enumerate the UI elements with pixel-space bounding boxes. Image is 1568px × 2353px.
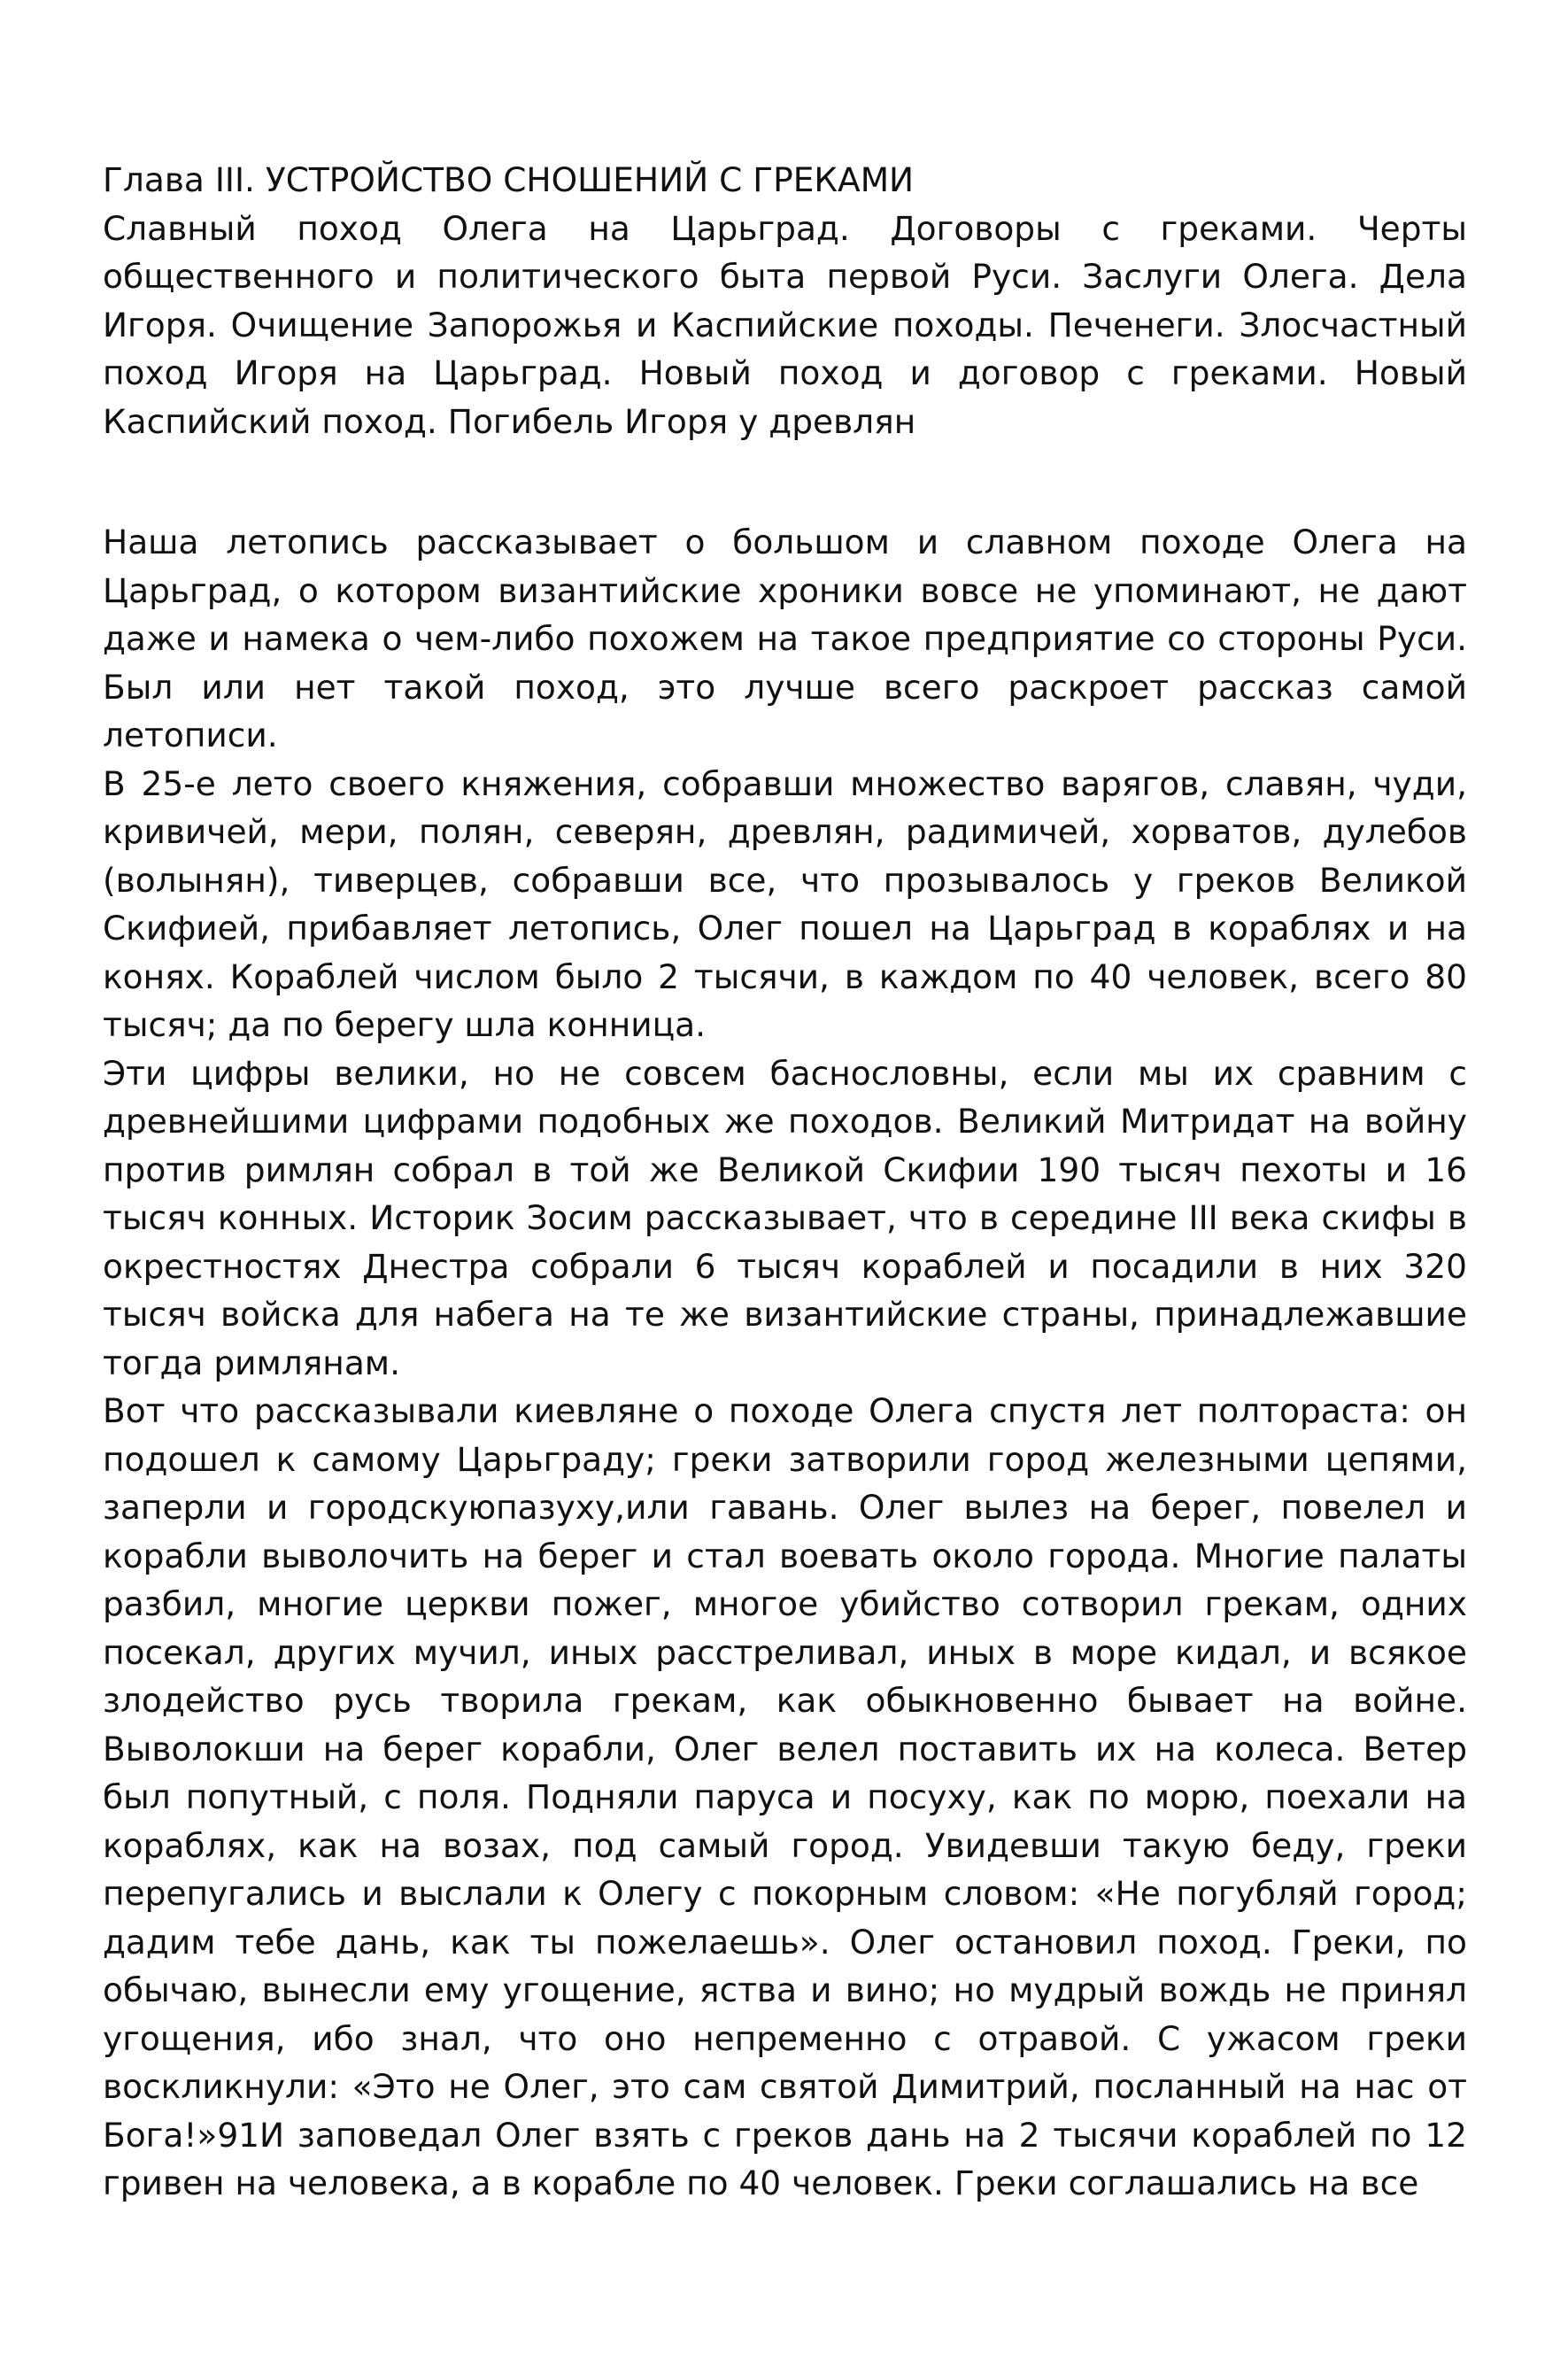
- page-content: [103, 156, 1467, 2208]
- body-paragraph: Вот что рассказывали киевляне о походе Олега спустя лет полтораста: он подошел к самому Царьграду; греки затворили город железными цепями, заперли и городскуюпазуху,или гавань. Олег вылез на берег, повелел и корабли выволочить на берег и стал воевать около города. Многие палаты разбил, многие церкви пожег, многое убийство сотворил грекам, одних посекал, других мучил, иных расстреливал, иных в море кидал, и всякое злодейство русь творила грекам, как обыкновенно бывает на войне. Выволокши на берег корабли, Олег велел поставить их на колеса. Ветер был попутный, с поля. Подняли паруса и посуху, как по морю, поехали на кораблях, как на возах, под самый город. Увидевши такую беду, греки перепугались и выслали к Олегу с покорным словом: «Не погубляй город; дадим тебе дань, как ты пожелаешь». Олег остановил поход. Греки, по обычаю, вынесли ему угощение, яства и вино; но мудрый вождь не принял угощения, ибо знал, что оно непременно с отравой. С ужасом греки воскликнули: «Это не Олег, это сам святой Димитрий, посланный на нас от Бога!»91И заповедал Олег взять с греков дань на 2 тысячи кораблей по 12 гривен на человека, а в корабле по 40 человек. Греки соглашались на все: [103, 1391, 1467, 2202]
- chapter-title: Глава III. УСТРОЙСТВО СНОШЕНИЙ С ГРЕКАМИ: [103, 160, 915, 199]
- section-spacer: [103, 445, 1467, 518]
- body-paragraph: Наша летопись рассказывает о большом и славном походе Олега на Царьград, о котором византийские хроники вовсе не упоминают, не дают даже и намека о чем-либо похожем на такое предприятие со стороны Руси. Был или нет такой поход, это лучше всего раскроет рассказ самой летописи.: [103, 522, 1467, 755]
- body-paragraph: Эти цифры велики, но не совсем баснословны, если мы их сравним с древнейшими цифрами подобных же походов. Великий Митридат на войну против римлян собрал в той же Великой Скифии 190 тысяч пехоты и 16 тысяч конных. Историк Зосим рассказывает, что в середине III века скифы в окрестностях Днестра собрали 6 тысяч кораблей и посадили в них 320 тысяч войска для набега на те же византийские страны, принадлежавшие тогда римлянам.: [103, 1053, 1467, 1382]
- chapter-summary: Славный поход Олега на Царьград. Договоры с греками. Черты общественного и политического быта первой Руси. Заслуги Олега. Дела Игоря. Очищение Запорожья и Каспийские походы. Печенеги. Злосчастный поход Игоря на Царьград. Новый поход и договор с греками. Новый Каспийский поход. Погибель Игоря у древлян: [103, 208, 1467, 441]
- body-paragraph: В 25-е лето своего княжения, собравши множество варягов, славян, чуди, кривичей, мери, полян, северян, древлян, радимичей, хорватов, дулебов (волынян), тиверцев, собравши все, что прозывалось у греков Великой Скифией, прибавляет летопись, Олег пошел на Царьград в кораблях и на конях. Кораблей числом было 2 тысячи, в каждом по 40 человек, всего 80 тысяч; да по берегу шла конница.: [103, 763, 1467, 1044]
